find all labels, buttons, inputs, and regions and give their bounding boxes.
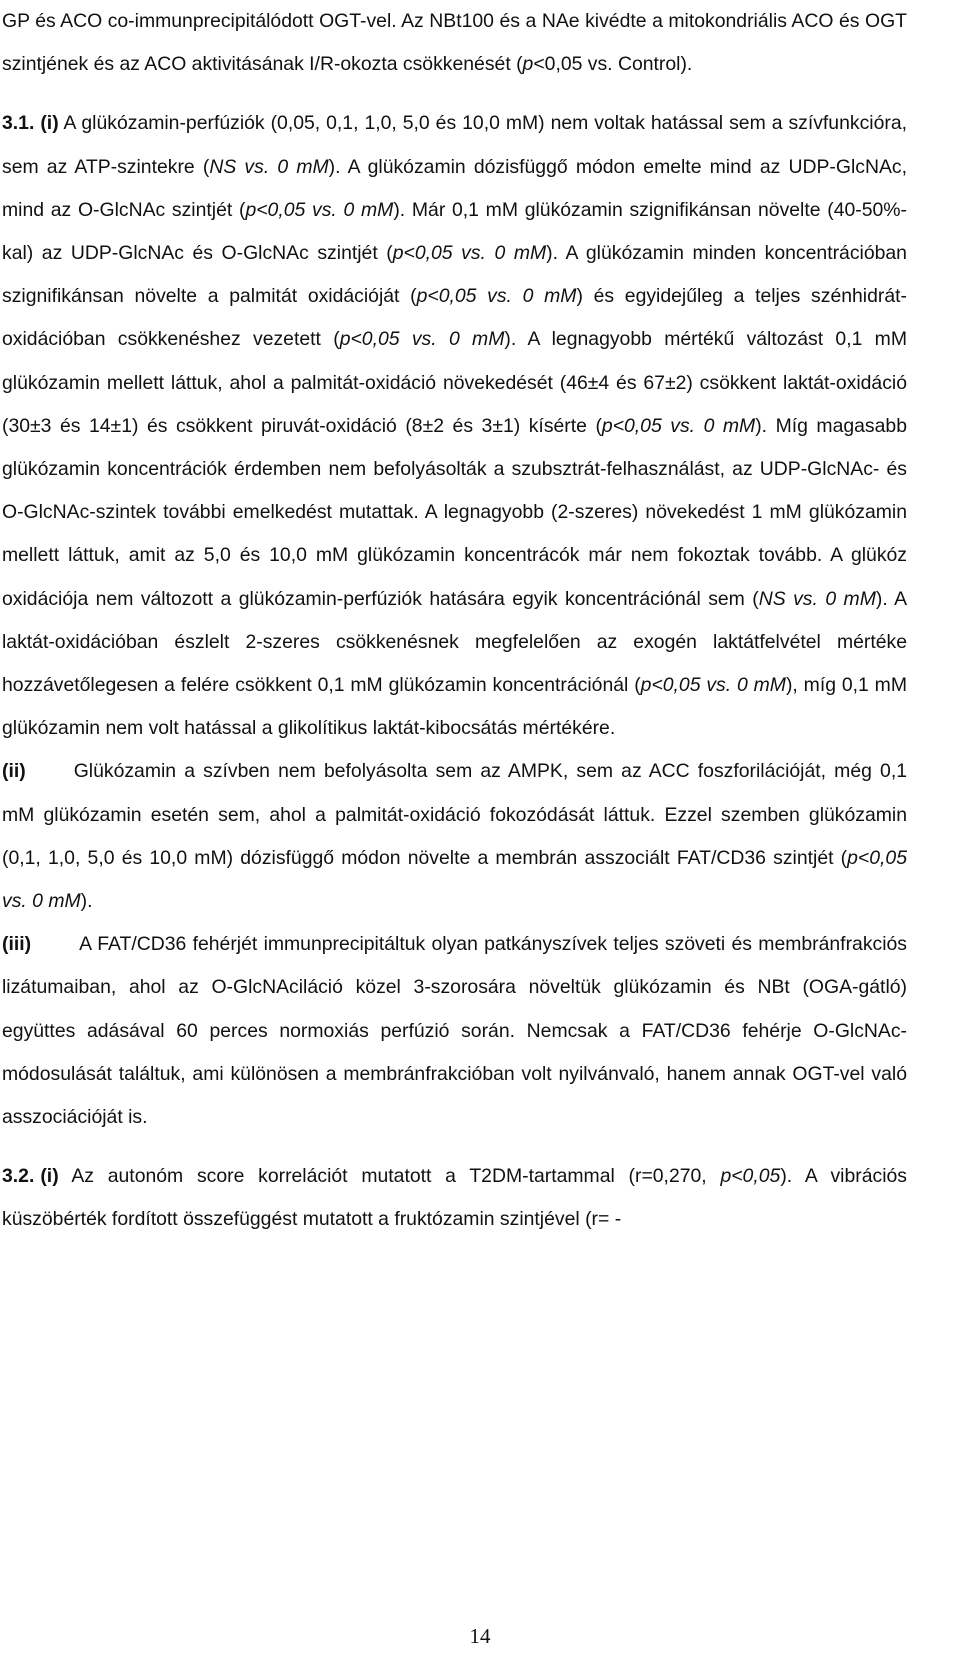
paragraph-intro: GP és ACO co-immunprecipitálódott OGT-vel. Az NBt100 és a NAe kivédte a mitokondriális ACO és OGT szintjének és az ACO aktivitásának I/R-okozta csökkenését (p<0,05 vs. Control). — [2, 10, 907, 76]
section-number: 3.2. — [2, 1165, 35, 1188]
item-label: (ii) — [2, 760, 26, 783]
item-label: (iii) — [2, 933, 32, 956]
page-number: 14 — [469, 1624, 491, 1648]
paragraph-iii: (iii) A FAT/CD36 fehérjét immunprecipitáltuk olyan patkányszívek teljes szöveti és membránfrakciós lizátumaiban, ahol az O-GlcNAciláció közel 3-szorosára növeltük glükózamin és NBt (OGA-gátló) együttes adásával 60 perces normoxiás perfúzió során. Nemcsak a FAT/CD36 fehérje O-GlcNAc-módosulását találtuk, ami különösen a membránfrakcióban volt nyilvánvaló, hanem annak OGT-vel való asszociációját is. — [2, 933, 907, 1129]
section-3-1-paragraph: 3.1. (i) A glükózamin-perfúziók (0,05, 0,1, 1,0, 5,0 és 10,0 mM) nem voltak hatással sem a szívfunkcióra, sem az ATP-szintekre (NS vs. 0 mM). A glükózamin dózisfüggő módon emelte mind az UDP-GlcNAc, mind az O-GlcNAc szintjét (p<0,05 vs. 0 mM). Már 0,1 mM glükózamin szignifikánsan növelte (40-50%-kal) az UDP-GlcNAc és O-GlcNAc szintjét (p<0,05 vs. 0 mM). A glükózamin minden koncentrációban szignifikánsan növelte a palmitát oxidációját (p<0,05 vs. 0 mM) és egyidejűleg a teljes szénhidrát-oxidációban csökkenéshez vezetett (p<0,05 vs. 0 mM). A legnagyobb mértékű változást 0,1 mM glükózamin mellett láttuk, ahol a palmitát-oxidáció növekedését (46±4 és 67±2) csökkent laktát-oxidáció (30±3 és 14±1) és csökkent piruvát-oxidáció (8±2 és 3±1) kísérte (p<0,05 vs. 0 mM). Míg magasabb glükózamin koncentrációk érdemben nem befolyásolták a szubsztrát-felhasználást, az UDP-GlcNAc- és O-GlcNAc-szintek további emelkedést mutattak. A legnagyobb (2-szeres) növekedést 1 mM glükózamin mellett láttuk, amit az 5,0 és 10,0 mM glükózamin koncentrácók már nem fokoztak tovább. A glükóz oxidációja nem változott a glükózamin-perfúziók hatására egyik koncentrációnál sem (NS vs. 0 mM). A laktát-oxidációban észlelt 2-szeres csökkenésnek megfelelően az exogén laktátfelvétel mértéke hozzávetőlegesen a felére csökkent 0,1 mM glükózamin koncentrációnál (p<0,05 vs. 0 mM), míg 0,1 mM glükózamin nem volt hatással a glikolítikus laktát-kibocsátás mértékére. — [2, 112, 908, 740]
body-text — [2, 0, 907, 1242]
paragraph-ii: (ii) Glükózamin a szívben nem befolyásolta sem az AMPK, sem az ACC foszforilációját, még 0,1 mM glükózamin esetén sem, ahol a palmitát-oxidáció fokozódását láttuk. Ezzel szemben glükózamin (0,1, 1,0, 5,0 és 10,0 mM) dózisfüggő módon növelte a membrán asszociált FAT/CD36 szintjét (p<0,05 vs. 0 mM). — [2, 760, 907, 913]
section-number: 3.1. — [2, 112, 35, 135]
item-label: (i) — [40, 1165, 59, 1188]
section-3-2-paragraph: 3.2. (i) Az autonóm score korrelációt mutatott a T2DM-tartammal (r=0,270, p<0,05). A vibrációs küszöbérték fordított összefüggést mutatott a fruktózamin szintjével (r= - — [2, 1165, 907, 1231]
item-label: (i) — [40, 112, 59, 135]
